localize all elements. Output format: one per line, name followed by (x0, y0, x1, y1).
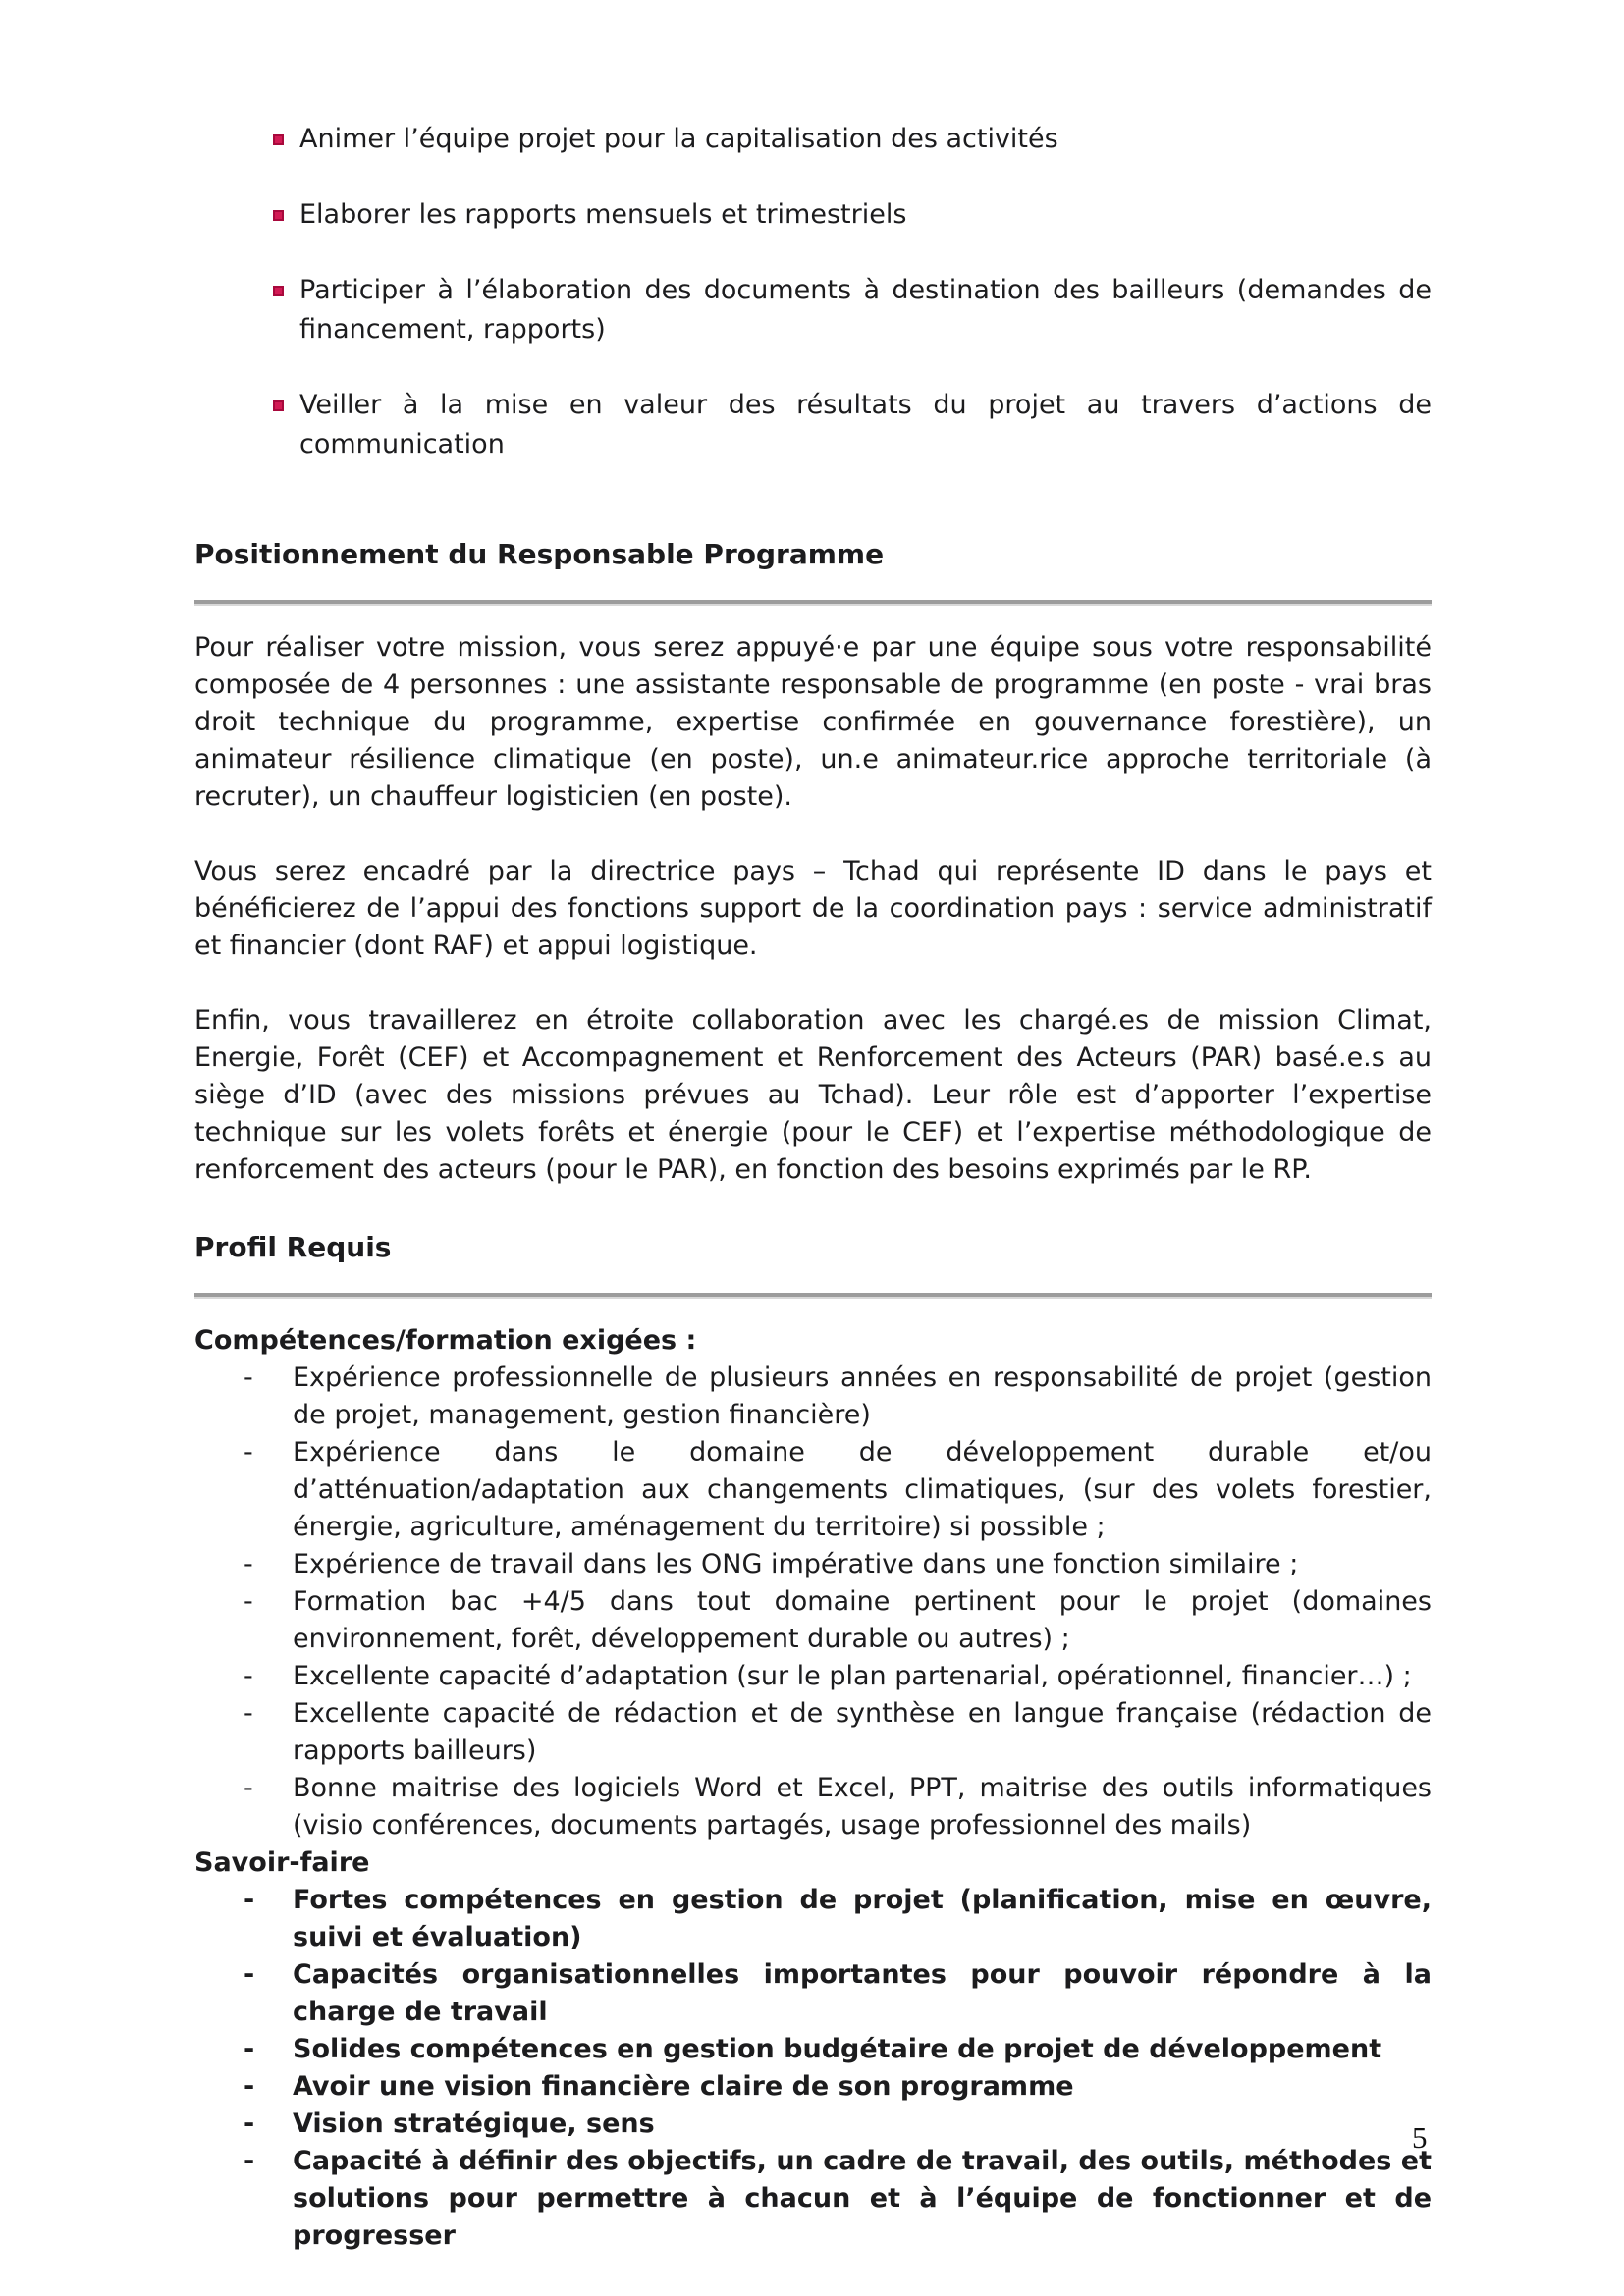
list-item-text: Solides compétences en gestion budgétaire de projet de développement (293, 2034, 1382, 2064)
section-positionnement (194, 535, 1432, 1189)
section-heading-positionnement: Positionnement du Responsable Programme (194, 538, 885, 570)
list-item-text: Excellente capacité d’adaptation (sur le plan partenarial, opérationnel, financier…) ; (293, 1661, 1412, 1691)
list-item (194, 2143, 1432, 2255)
list-item (194, 1658, 1432, 1695)
paragraph-collaboration: Enfin, vous travaillerez en étroite collaboration avec les chargé.es de mission Climat, Energie, Forêt (CEF) et Accompagnement et Renforcement des Acteurs (PAR) basé.e.s au siège d’ID (avec des missions prévues au Tchad). Leur rôle est d’apporter l’expertise technique sur les volets forêts et énergie (pour le CEF) et l’expertise méthodologique de renforcement des acteurs (pour le PAR), en fonction des besoins exprimés par le RP. (194, 1005, 1432, 1185)
dash-bullet-icon: - (244, 1586, 253, 1617)
list-item-text: Fortes compétences en gestion de projet (planification, mise en œuvre, suivi et évaluation) (293, 1885, 1432, 1952)
dash-bullet-icon: - (244, 1885, 255, 1915)
section-divider (194, 600, 1432, 606)
bullet-item (194, 386, 1432, 464)
square-bullet-icon (273, 134, 284, 145)
section-profil (194, 1228, 1432, 2255)
section-heading-profil: Profil Requis (194, 1231, 392, 1263)
list-item-text: Expérience dans le domaine de développement durable et/ou d’atténuation/adaptation aux changements climatiques, (sur des volets forestier, énergie, agriculture, aménagement du territoire) si possible ; (293, 1437, 1432, 1542)
dash-bullet-icon: - (244, 1959, 255, 1990)
bullet-item-text: Veiller à la mise en valeur des résultats du projet au travers d’actions de communication (299, 390, 1432, 459)
list-item (194, 2068, 1432, 2106)
section-divider (194, 1293, 1432, 1299)
list-item (194, 1360, 1432, 1434)
list-item (194, 1770, 1432, 1844)
bullet-item (194, 271, 1432, 349)
bullet-item (194, 195, 1432, 235)
page-content (194, 120, 1432, 2255)
competences-list (194, 1360, 1432, 1844)
list-item (194, 1882, 1432, 1956)
list-item (194, 1546, 1432, 1583)
dash-bullet-icon: - (244, 1698, 253, 1729)
list-item-text: Expérience de travail dans les ONG impérative dans une fonction similaire ; (293, 1549, 1299, 1579)
list-item (194, 1956, 1432, 2031)
savoir-faire-list (194, 1882, 1432, 2255)
list-item (194, 2106, 1432, 2143)
square-bullet-icon (273, 210, 284, 221)
list-item-text: Capacités organisationnelles importantes pour pouvoir répondre à la charge de travail (293, 1959, 1432, 2027)
square-bullet-icon (273, 286, 284, 296)
list-item-text: Bonne maitrise des logiciels Word et Excel, PPT, maitrise des outils informatiques (visio conférences, documents partagés, usage professionnel des mails) (293, 1773, 1432, 1841)
list-item-text: Formation bac +4/5 dans tout domaine pertinent pour le projet (domaines environnement, forêt, développement durable ou autres) ; (293, 1586, 1432, 1654)
list-item-text: Vision stratégique, sens (293, 2109, 655, 2139)
square-bullet-icon (273, 400, 284, 411)
list-item-text: Avoir une vision financière claire de son programme (293, 2071, 1074, 2102)
dash-bullet-icon: - (244, 1437, 253, 1468)
list-item (194, 1434, 1432, 1546)
list-item-text: Excellente capacité de rédaction et de synthèse en langue française (rédaction de rapports bailleurs) (293, 1698, 1432, 1766)
paragraph-equipe: Pour réaliser votre mission, vous serez appuyé·e par une équipe sous votre responsabilité composée de 4 personnes : une assistante responsable de programme (en poste - vrai bras droit technique du programme, expertise confirmée en gouvernance forestière), un animateur résilience climatique (en poste), un.e animateur.rice approche territoriale (à recruter), un chauffeur logisticien (en poste). (194, 632, 1432, 812)
competences-title: Compétences/formation exigées : (194, 1325, 697, 1356)
dash-bullet-icon: - (244, 1773, 253, 1803)
savoir-faire-title: Savoir-faire (194, 1847, 370, 1878)
dash-bullet-icon: - (244, 2109, 255, 2139)
dash-bullet-icon: - (244, 2071, 255, 2102)
dash-bullet-icon: - (244, 1362, 253, 1393)
list-item (194, 2031, 1432, 2068)
top-bullet-list (194, 120, 1432, 464)
dash-bullet-icon: - (244, 2034, 255, 2064)
bullet-item-text: Elaborer les rapports mensuels et trimestriels (299, 199, 907, 230)
paragraph-encadrement: Vous serez encadré par la directrice pays – Tchad qui représente ID dans le pays et bénéficierez de l’appui des fonctions support de la coordination pays : service administratif et financier (dont RAF) et appui logistique. (194, 856, 1432, 961)
list-item-text: Expérience professionnelle de plusieurs années en responsabilité de projet (gestion de projet, management, gestion financière) (293, 1362, 1432, 1430)
bullet-item-text: Participer à l’élaboration des documents à destination des bailleurs (demandes de financement, rapports) (299, 275, 1432, 345)
list-item-text: Capacité à définir des objectifs, un cadre de travail, des outils, méthodes et solutions pour permettre à chacun et à l’équipe de fonctionner et de progresser (293, 2146, 1432, 2251)
dash-bullet-icon: - (244, 1661, 253, 1691)
page-number: 5 (1412, 2120, 1428, 2155)
dash-bullet-icon: - (244, 1549, 253, 1579)
dash-bullet-icon: - (244, 2146, 255, 2176)
bullet-item-text: Animer l’équipe projet pour la capitalisation des activités (299, 124, 1058, 154)
list-item (194, 1583, 1432, 1658)
bullet-item (194, 120, 1432, 159)
list-item (194, 1695, 1432, 1770)
